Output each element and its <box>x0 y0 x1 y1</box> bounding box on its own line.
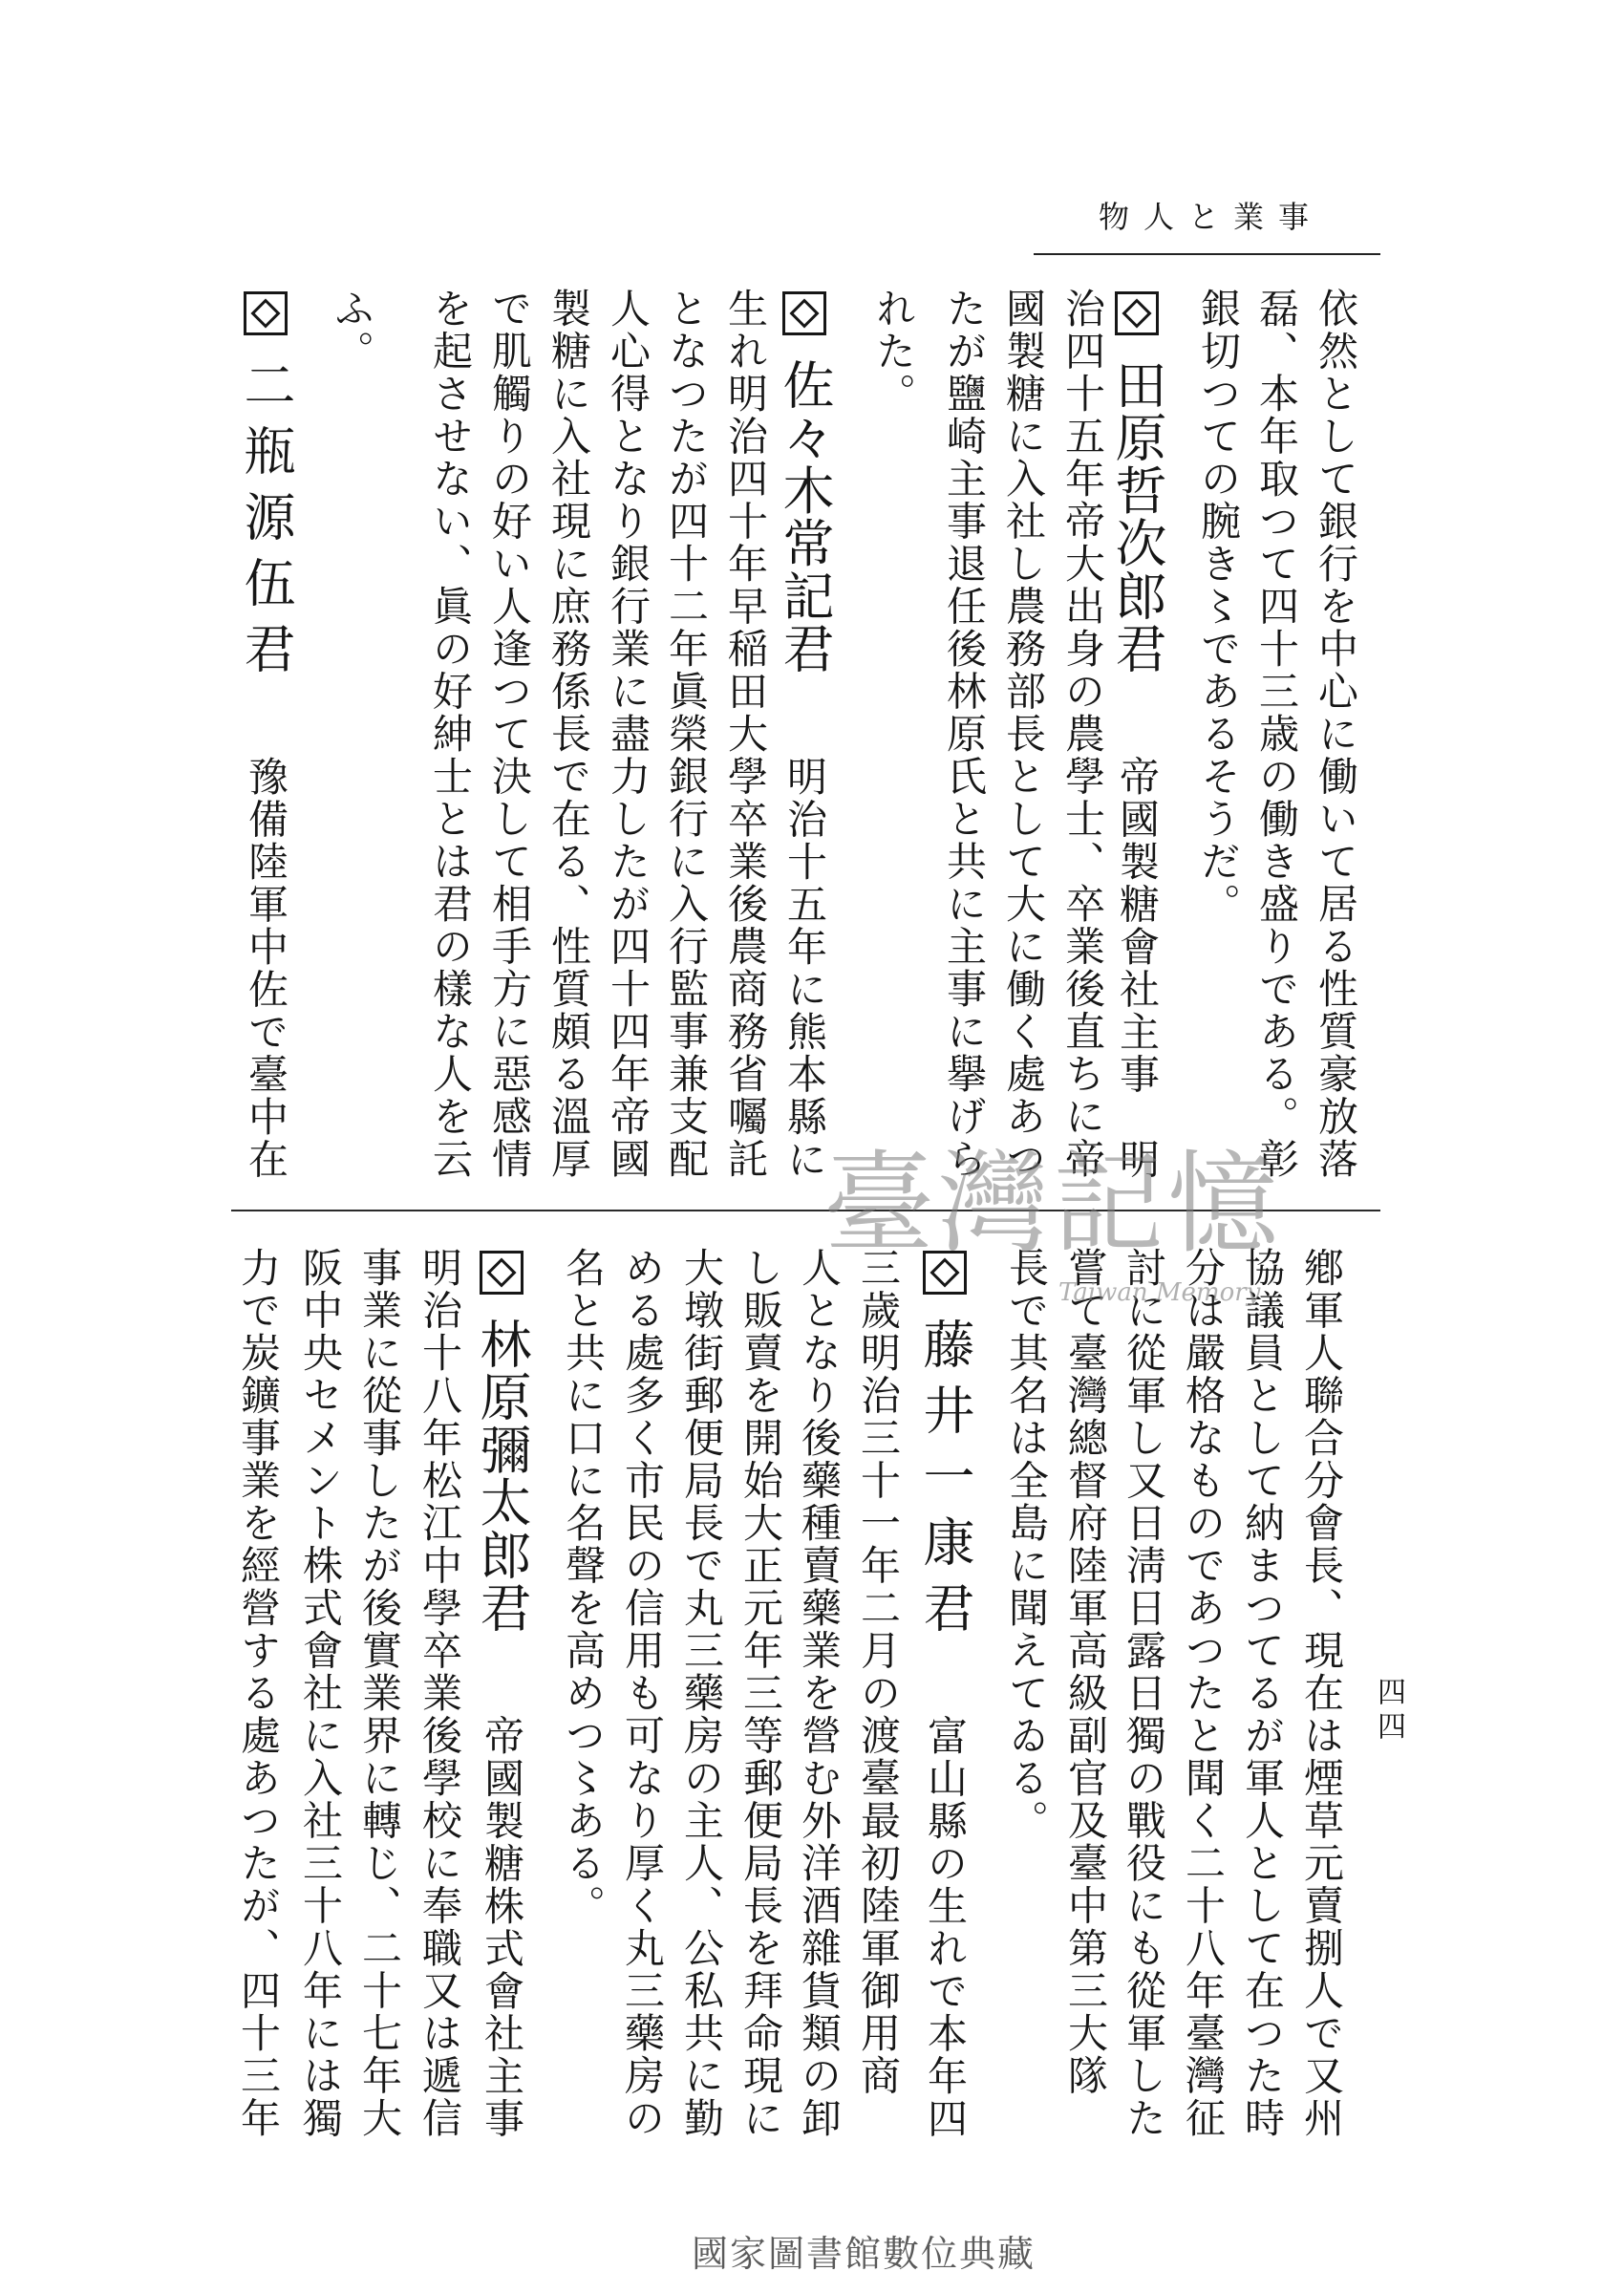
watermark-subtitle: Taiwan Memory <box>1058 1278 1261 1307</box>
text-column: 生れ明治四十年早稲田大學卒業後農商務省囑託 <box>722 288 769 1181</box>
text-column: で肌觸りの好い人逢つて決して相手方に惡感情 <box>486 288 533 1181</box>
text-column: 嘗て臺灣總督府陸軍高級副官及臺中第三大隊 <box>1062 1247 1109 2097</box>
text-column: ふ。 <box>329 288 375 373</box>
entry-heading <box>1107 291 1167 1189</box>
text-column: 大墩街郵便局長で丸三藥房の主人、公私共に勤 <box>678 1247 725 2140</box>
entry-note: 豫備陸軍中佐で臺中在 <box>243 756 289 1181</box>
entry-name: 藤井一康君 <box>915 1318 975 1633</box>
page-number: 四四 <box>1372 1677 1405 1746</box>
entry-note: 富山縣の生れで本年四 <box>922 1715 969 2140</box>
text-column: 阪中央セメント株式會社に入社三十八年には獨 <box>297 1247 344 2140</box>
text-column: 三歲明治三十一年二月の渡臺最初陸軍御用商 <box>855 1247 902 2097</box>
section-divider <box>231 1210 1380 1211</box>
text-column: 銀切つての腕き〻であるそうだ。 <box>1195 288 1242 926</box>
text-column: める處多く市民の信用も可なり厚く丸三藥房の <box>619 1247 666 2140</box>
diamond-in-square-icon <box>1115 291 1159 335</box>
entry-note: 帝國製糖株式會社主事 <box>479 1715 525 2140</box>
diamond-shape <box>250 298 280 328</box>
entry-name: 佐々木常記君 <box>775 358 835 674</box>
text-column: 治四十五年帝大出身の農學士、卒業後直ちに帝 <box>1059 288 1106 1181</box>
entry-name: 林原彌太郎君 <box>472 1318 532 1633</box>
text-column: 分は嚴格なものであつたと聞く二十八年臺灣征 <box>1180 1247 1227 2140</box>
text-column: 人心得となり銀行業に盡力したが四十四年帝國 <box>605 288 652 1181</box>
text-column: し販賣を開始大正元年三等郵便局長を拜命現に <box>737 1247 784 2140</box>
text-column: 國製糖に入社し農務部長として大に働く處あつ <box>1000 288 1047 1181</box>
text-column: 事業に從事したが後實業界に轉じ、二十七年大 <box>356 1247 403 2140</box>
entry-heading <box>915 1251 975 2149</box>
text-column: 明治十八年松江中學卒業後學校に奉職又は遞信 <box>417 1247 463 2140</box>
running-title: 事業と人物 <box>1099 199 1324 235</box>
entry-note: 明治十五年に熊本縣に <box>781 756 828 1181</box>
text-column: 人となり後藥種賣藥業を營む外洋酒雜貨類の卸 <box>796 1247 843 2140</box>
diamond-in-square-icon <box>244 291 288 335</box>
text-column: 力で炭鑛事業を經營する處あつたが、四十三年 <box>235 1247 282 2140</box>
text-column: 鄕軍人聯合分會長、現在は煙草元賣捌人で又州 <box>1298 1247 1345 2140</box>
header-rule <box>1034 253 1380 255</box>
entry-heading <box>236 291 296 1189</box>
entry-note: 帝國製糖會社主事 明 <box>1114 756 1161 1181</box>
text-column: となつたが四十二年眞榮銀行に入行監事兼支配 <box>663 288 710 1181</box>
text-column: たが鹽崎主事退任後林原氏と共に主事に擧げら <box>941 288 988 1181</box>
text-column: 名と共に口に名聲を高めつ〻ある。 <box>560 1247 607 1927</box>
entry-name: 田原哲次郎君 <box>1107 358 1167 674</box>
text-column: を起させない、眞の好紳士とは君の樣な人を云 <box>427 288 474 1181</box>
diamond-shape <box>1122 298 1151 328</box>
diamond-in-square-icon <box>480 1251 524 1295</box>
diamond-shape <box>486 1257 516 1287</box>
diamond-shape <box>789 298 819 328</box>
text-column: れた。 <box>870 288 917 416</box>
entry-heading <box>472 1251 532 2149</box>
text-column: 磊、本年取つて四十三歳の働き盛りである。彰 <box>1253 288 1300 1181</box>
text-column: 協議員として納まつてるが軍人として在つた時 <box>1239 1247 1286 2140</box>
text-column: 長で其名は全島に聞えてゐる。 <box>1003 1247 1050 1842</box>
diamond-in-square-icon <box>782 291 826 335</box>
entry-heading <box>775 291 835 1189</box>
diamond-in-square-icon <box>923 1251 967 1295</box>
text-column: 製糖に入社現に庶務係長で在る、性質頗る溫厚 <box>545 288 592 1181</box>
watermark-title: 臺灣記憶 <box>823 1140 1282 1269</box>
text-column: 討に從軍し又日淸日露日獨の戰役にも從軍した <box>1121 1247 1167 2140</box>
text-column: 依然として銀行を中心に働いて居る性質豪放落 <box>1313 288 1359 1181</box>
archive-label: 國家圖書館數位典藏 <box>691 2233 1036 2275</box>
diamond-shape <box>930 1257 959 1287</box>
entry-name: 二瓶源伍君 <box>236 358 296 674</box>
